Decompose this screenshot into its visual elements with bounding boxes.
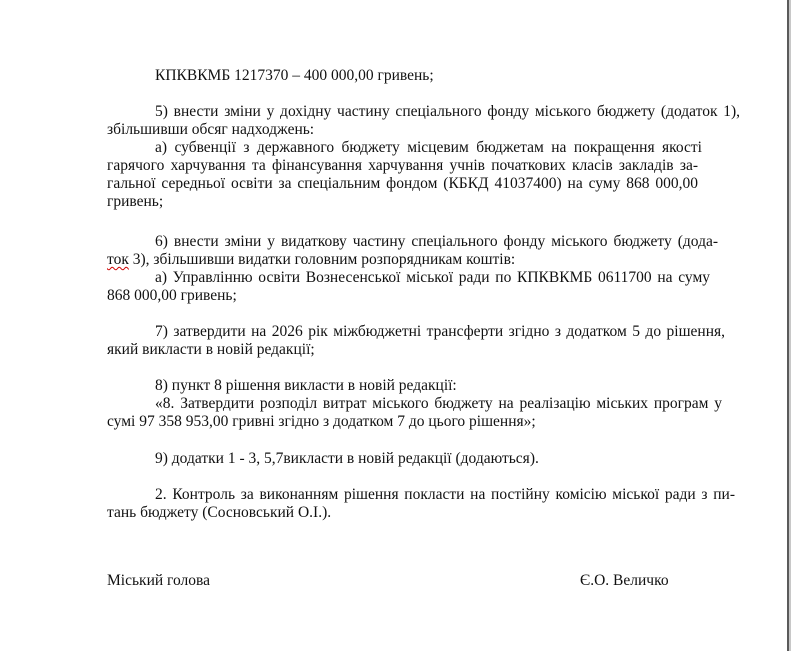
item6-line2 [107,251,515,269]
item5-sub-a-line4: гривень; [107,193,164,210]
item7-line2: який викласти в новій редакції; [107,341,315,358]
point2-line2: тань бюджету (Сосновський О.І.). [107,504,332,521]
item8-line2: «8. Затвердити розподіл витрат міського бюджету на реалізацію міських програм у [155,395,722,412]
item5-sub-a-line2: гарячого харчування та фінансування харчування учнів початкових класів закладів за- [107,157,698,174]
signature-name: Є.О. Величко [580,572,669,589]
item7-line1: 7) затвердити на 2026 рік міжбюджетні трансферти згідно з додатком 5 до рішення, [155,323,725,340]
signature-title: Міський голова [107,572,211,589]
item6-line1: 6) внести зміни у видаткову частину спеціального фонду міського бюджету (дода- [155,233,718,250]
item5-sub-a-line1: а) субвенції з державного бюджету місцевим бюджетам на покращення якості [155,139,702,156]
point2-line1: 2. Контроль за виконанням рішення покласти на постійну комісію міської ради з пи- [155,486,735,503]
item5-line1: 5) внести зміни у дохідну частину спеціального фонду міського бюджету (додаток 1), [155,103,740,120]
item6-line2-rest: 3), збільшивши видатки головним розпорядникам коштів: [128,251,516,268]
item8-line1: 8) пункт 8 рішення викласти в новій редакції: [155,377,457,394]
item6-sub-a-line1: а) Управлінню освіти Вознесенської міської ради по КПКВКМБ 0611700 на суму [155,269,710,286]
item5-sub-a-line3: гальної середньої освіти за спеціальним фондом (КБКД 41037400) на суму 868 000,00 [107,175,698,192]
item5-line2: збільшивши обсяг надходжень: [107,121,315,138]
item6-sub-a-line2: 868 000,00 гривень; [107,287,237,304]
item9-line1: 9) додатки 1 - 3, 5,7викласти в новій редакції (додаються). [155,450,539,467]
kpk-line: КПКВКМБ 1217370 – 400 000,00 гривень; [155,67,434,84]
item8-line3: сумі 97 358 953,00 гривні згідно з додатком 7 до цього рішення»; [107,413,536,430]
spellcheck-word[interactable]: ток [107,251,129,268]
